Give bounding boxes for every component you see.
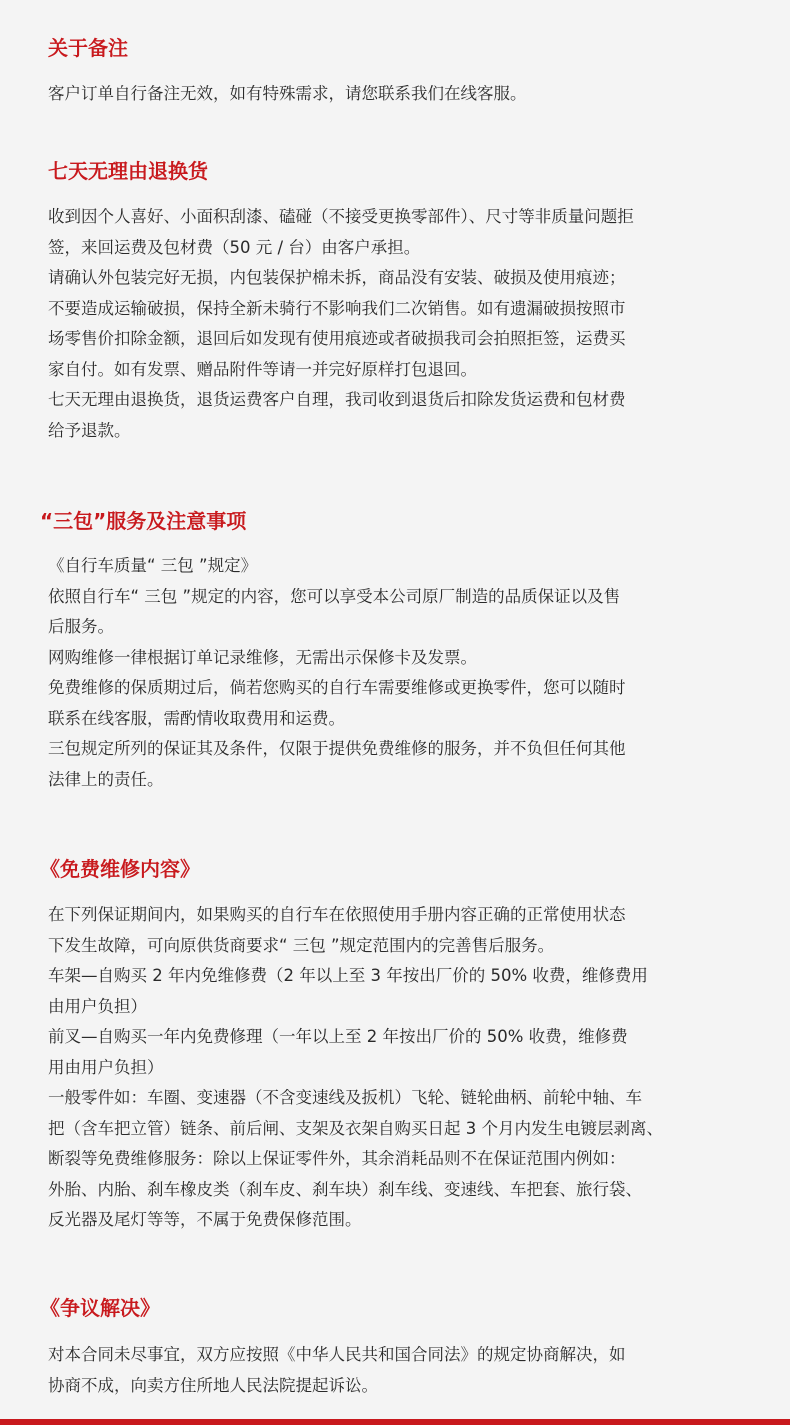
text-line: 后服务。: [48, 617, 114, 636]
text-line: 在下列保证期间内，如果购买的自行车在依照使用手册内容正确的正常使用状态: [48, 905, 626, 924]
text-line: 签，来回运费及包材费（50 元 / 台）由客户承担。: [48, 237, 421, 257]
free-repair-title: 《免费维修内容》: [40, 857, 200, 881]
warranty-title: “三包”服务及注意事项: [40, 509, 247, 533]
text-line: 协商不成，向卖方住所地人民法院提起诉讼。: [48, 1375, 378, 1395]
text-line: 外胎、内胎、刹车橡皮类（刹车皮、刹车块）刹车线、变速线、车把套、旅行袋、: [48, 1179, 642, 1199]
text-line: 由用户负担）: [48, 996, 147, 1016]
warranty-paragraph: [48, 551, 748, 795]
text-line: 一般零件如：车圈、变速器（不含变速线及扳机）飞轮、链轮曲柄、前轮中轴、车: [48, 1088, 642, 1107]
text-line: 联系在线客服，需酌情收取费用和运费。: [48, 708, 345, 728]
text-line: 依照自行车“ 三包 ”规定的内容，您可以享受本公司原厂制造的品质保证以及售: [48, 586, 621, 606]
text-line: 请确认外包装完好无损，内包装保护棉未拆，商品没有安装、破损及使用痕迹；: [48, 268, 626, 287]
text-line: 三包规定所列的保证其及条件，仅限于提供免费维修的服务，并不负但任何其他: [48, 739, 626, 758]
text-line: 法律上的责任。: [48, 769, 164, 789]
text-line: 下发生故障，可向原供货商要求“ 三包 ”规定范围内的完善售后服务。: [48, 935, 555, 955]
text-line: 给予退款。: [48, 420, 131, 440]
text-line: 《自行车质量“ 三包 ”规定》: [48, 556, 258, 575]
text-line: 把（含车把立管）链条、前后闸、支架及衣架自购买日起 3 个月内发生电镀层剥离、: [48, 1118, 663, 1138]
dispute-title: 《争议解决》: [40, 1296, 160, 1320]
text-line: 对本合同未尽事宜，双方应按照《中华人民共和国合同法》的规定协商解决，如: [48, 1345, 626, 1364]
bottom-accent-bar: [0, 1419, 790, 1425]
text-line: 家自付。如有发票、赠品附件等请一并完好原样打包退回。: [48, 359, 477, 379]
text-line: 七天无理由退换货，退货运费客户自理，我司收到退货后扣除发货运费和包材费: [48, 390, 626, 409]
dispute-paragraph: [48, 1340, 748, 1401]
text-line: 前叉—自购买一年内免费修理（一年以上至 2 年按出厂价的 50% 收费，维修费: [48, 1027, 628, 1046]
free-repair-paragraph: [48, 900, 748, 1236]
returns-paragraph: [48, 202, 748, 446]
text-line: 场零售价扣除金额，退回后如发现有使用痕迹或者破损我司会拍照拒签，运费买: [48, 329, 626, 348]
text-line: 不要造成运输破损，保持全新未骑行不影响我们二次销售。如有遗漏破损按照市: [48, 298, 626, 318]
text-line: 断裂等免费维修服务：除以上保证零件外，其余消耗品则不在保证范围内例如：: [48, 1149, 626, 1168]
text-line: 网购维修一律根据订单记录维修，无需出示保修卡及发票。: [48, 647, 477, 667]
returns-title: 七天无理由退换货: [48, 159, 208, 183]
text-line: 客户订单自行备注无效，如有特殊需求，请您联系我们在线客服。: [48, 84, 527, 103]
text-line: 收到因个人喜好、小面积刮漆、磕碰（不接受更换零部件）、尺寸等非质量问题拒: [48, 207, 634, 226]
text-line: 车架—自购买 2 年内免维修费（2 年以上至 3 年按出厂价的 50% 收费，维修费用: [48, 966, 648, 985]
remark-title: 关于备注: [48, 36, 128, 60]
text-line: 反光器及尾灯等等，不属于免费保修范围。: [48, 1210, 362, 1229]
text-line: 用由用户负担）: [48, 1057, 164, 1077]
remark-paragraph: [48, 79, 748, 110]
text-line: 免费维修的保质期过后，倘若您购买的自行车需要维修或更换零件，您可以随时: [48, 678, 626, 697]
